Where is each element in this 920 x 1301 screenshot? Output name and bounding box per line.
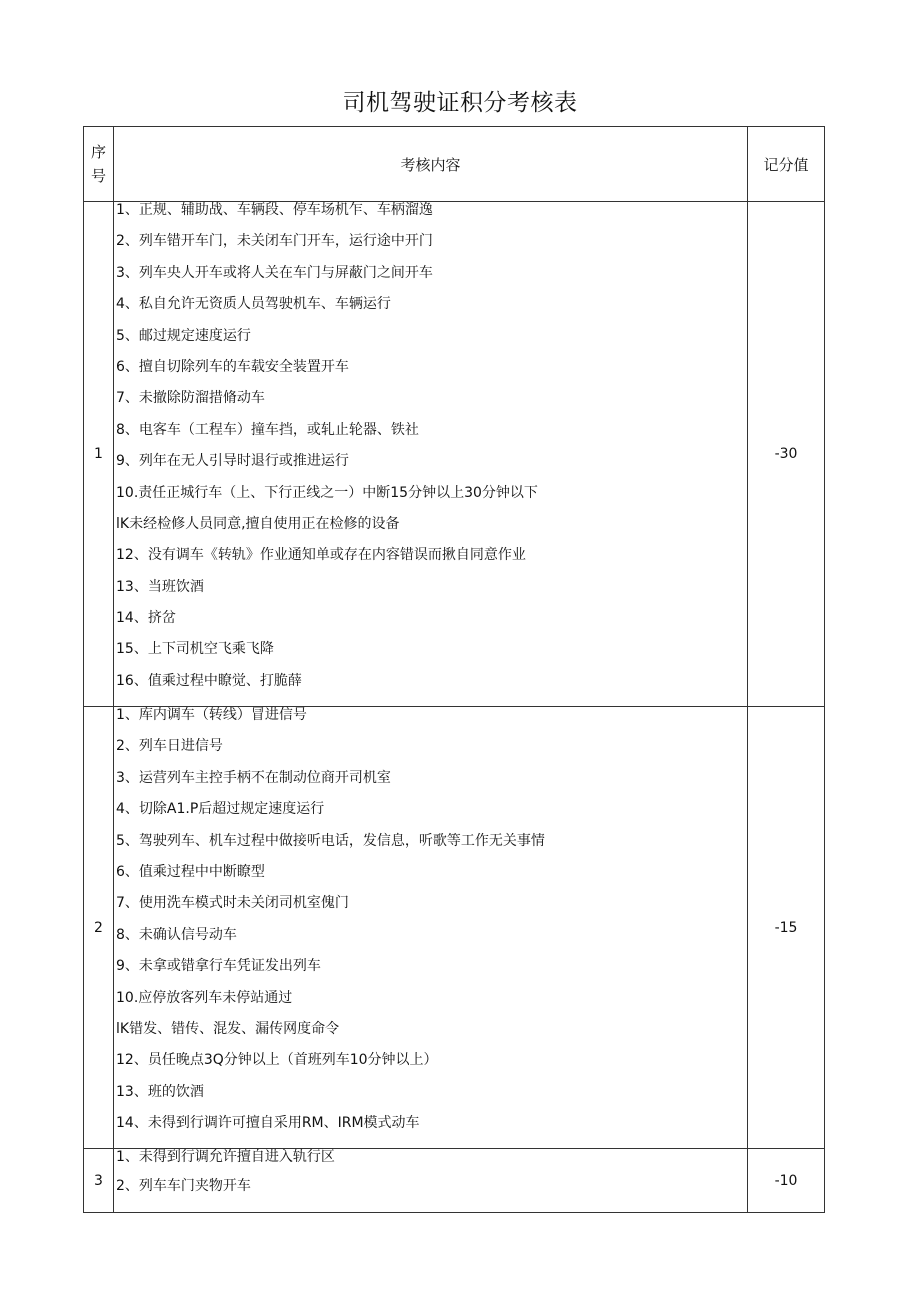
list-item: 10.责任正城行车（上、下行正线之一）中断15分钟以上30分钟以下 — [116, 484, 538, 501]
assessment-table — [83, 126, 825, 1213]
list-item: 1、库内调车（转线）冒进信号 — [116, 707, 307, 723]
list-item: 13、当班饮酒 — [116, 578, 204, 595]
list-item: 2、列车日进信号 — [116, 738, 223, 755]
list-item: 1、未得到行调允许擅自进入轨行区 — [116, 1149, 335, 1165]
list-item: 12、员任晚点3Q分钟以上（首班列车10分钟以上） — [116, 1052, 438, 1069]
page-title: 司机驾驶证积分考核表 — [342, 90, 578, 116]
list-item: 2、列车错开车门，未关闭车门开车，运行途中开门 — [116, 233, 433, 250]
row-score: -15 — [748, 707, 825, 1149]
row-content — [114, 1149, 748, 1213]
list-item: 2、列车车门夹物开车 — [116, 1178, 251, 1194]
table-header-row — [84, 127, 825, 202]
row-score: -10 — [748, 1149, 825, 1213]
list-item: 10.应停放客列车未停站通过 — [116, 989, 293, 1006]
header-score: 记分值 — [748, 127, 825, 202]
list-item: 12、没有调车《转轨》作业通知单或存在内容错误而揪自同意作业 — [116, 547, 526, 564]
list-item: 6、擅自切除列车的车载安全装置开车 — [116, 358, 349, 375]
list-item: 8、电客车（工程车）撞车挡，或轧止轮器、铁社 — [116, 421, 419, 438]
header-index-line1: 序 — [90, 143, 106, 161]
row-index: 1 — [84, 202, 114, 707]
list-item: 9、未拿或错拿行车凭证发出列车 — [116, 958, 321, 975]
list-item: 3、运营列车主控手柄不在制动位商开司机室 — [116, 769, 391, 786]
row-index: 3 — [84, 1149, 114, 1213]
list-item: 4、私自允许无资质人员驾驶机车、车辆运行 — [116, 296, 391, 313]
list-item: 3、列车央人开车或将人关在车门与屏蔽门之间开车 — [116, 264, 433, 281]
list-item: 7、未撤除防溜措脩动车 — [116, 390, 265, 407]
list-item: 16、值乘过程中瞭觉、打脆薛 — [116, 672, 302, 689]
list-item: lK未经检修人员同意,擅自使用正在检修的设备 — [116, 515, 400, 532]
row-content — [114, 202, 748, 707]
list-item: 4、切除A1.P后超过规定速度运行 — [116, 801, 325, 818]
list-item: 14、挤岔 — [116, 610, 176, 627]
table-row — [84, 1149, 825, 1213]
row-content — [114, 707, 748, 1149]
header-index — [84, 127, 114, 202]
list-item: 1、正规、辅助战、车辆段、停车场机乍、车柄溜逸 — [116, 202, 433, 218]
list-item: 13、班的饮酒 — [116, 1083, 204, 1100]
list-item: 15、上下司机空飞乘飞降 — [116, 641, 274, 658]
header-index-line2: 号 — [90, 167, 106, 185]
list-item: 8、未确认信号动车 — [116, 926, 237, 943]
header-content: 考核内容 — [114, 127, 748, 202]
table-row — [84, 707, 825, 1149]
list-item: 6、值乘过程中中断瞭型 — [116, 863, 265, 880]
list-item: 5、邮过规定速度运行 — [116, 327, 251, 344]
row-score: -30 — [748, 202, 825, 707]
list-item: 14、未得到行调许可擅自采用RM、IRM模式动车 — [116, 1115, 420, 1132]
table-row — [84, 202, 825, 707]
list-item: lK错发、错传、混发、漏传网度命令 — [116, 1020, 340, 1037]
list-item: 7、使用洗车模式时未关闭司机室傀门 — [116, 895, 349, 912]
list-item: 5、驾驶列车、机车过程中做接听电话，发信息，听歌等工作无关事情 — [116, 832, 545, 849]
list-item: 9、列年在无人引导时退行或推进运行 — [116, 453, 349, 470]
row-index: 2 — [84, 707, 114, 1149]
